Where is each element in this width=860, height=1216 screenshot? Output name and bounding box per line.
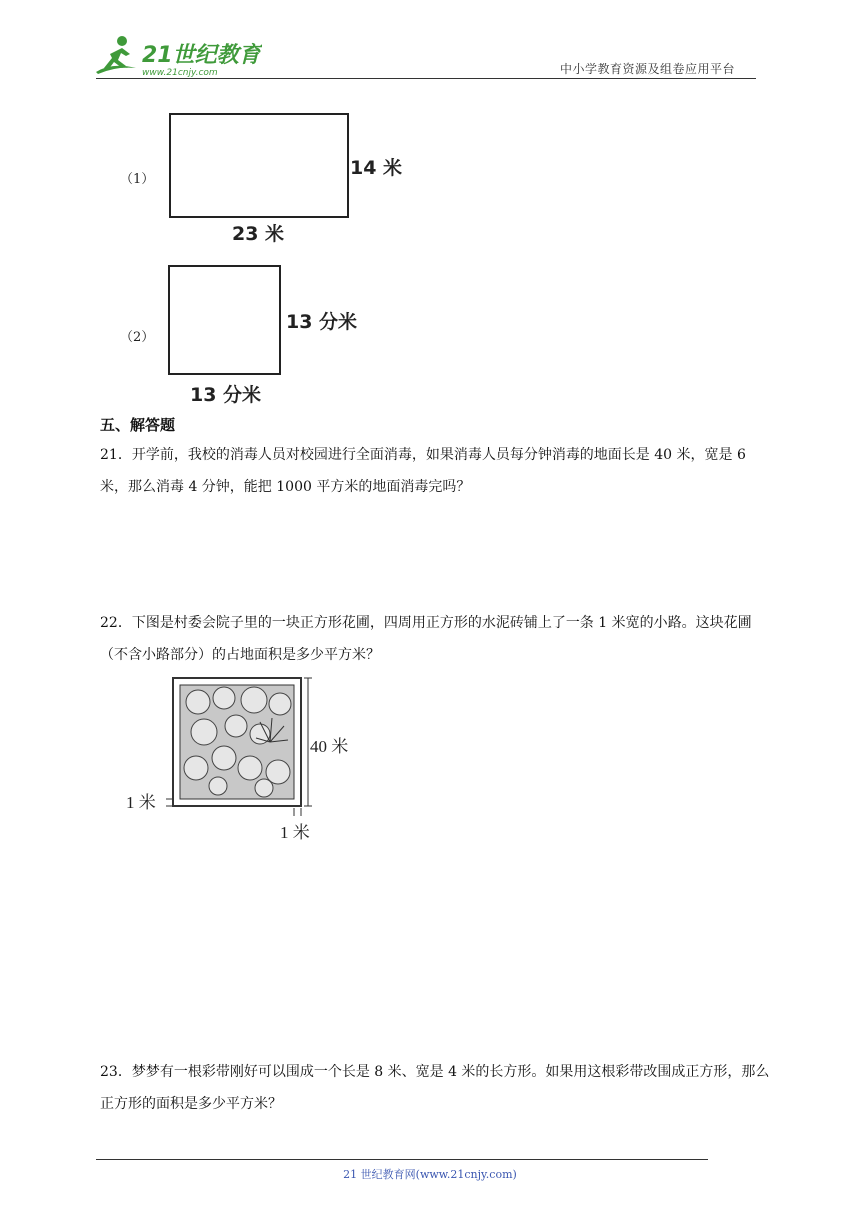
footer-text[interactable]: 21 世纪教育网(www.21cnjy.com) — [343, 1168, 517, 1181]
figure-2-label: （2） — [120, 330, 155, 345]
logo-url-text: www.21cnjy.com — [142, 68, 218, 78]
rectangle-shape — [170, 114, 348, 217]
garden-figure — [120, 672, 370, 848]
site-logo — [92, 32, 262, 80]
path-width-bottom-label: 1 米 — [280, 823, 310, 842]
logo-text: 21世纪教育 — [142, 43, 261, 68]
question-23: 23．梦梦有一根彩带刚好可以围成一个长是 8 米、宽是 4 米的长方形。如果用这根彩带改围成正方形，那么正方形的面积是多少平方米？ — [100, 1064, 770, 1112]
figure-2-width-label: 13 分米 — [190, 384, 262, 406]
square-shape — [169, 266, 280, 374]
path-width-left-label: 1 米 — [126, 793, 156, 812]
runner-icon — [96, 36, 136, 74]
section-title: 五、解答题 — [100, 416, 176, 434]
question-21: 21．开学前，我校的消毒人员对校园进行全面消毒，如果消毒人员每分钟消毒的地面长是 40 米，宽是 6 米，那么消毒 4 分钟，能把 1000 平方米的地面消毒完吗？ — [100, 447, 746, 495]
header-divider — [96, 78, 756, 79]
figure-1-rectangle — [160, 106, 420, 246]
footer-divider — [96, 1159, 708, 1160]
question-22: 22．下图是村委会院子里的一块正方形花圃，四周用正方形的水泥砖铺上了一条 1 米宽的小路。这块花圃（不含小路部分）的占地面积是多少平方米？ — [100, 615, 752, 663]
site-name: 中小学教育资源及组卷应用平台 — [560, 62, 736, 76]
garden-side-label: 40 米 — [310, 737, 349, 756]
figure-1-label: （1） — [120, 172, 155, 187]
figure-1-width-label: 23 米 — [232, 223, 285, 245]
figure-2-height-label: 13 分米 — [286, 311, 358, 333]
figure-2-square — [160, 258, 380, 410]
figure-1-height-label: 14 米 — [350, 157, 403, 179]
